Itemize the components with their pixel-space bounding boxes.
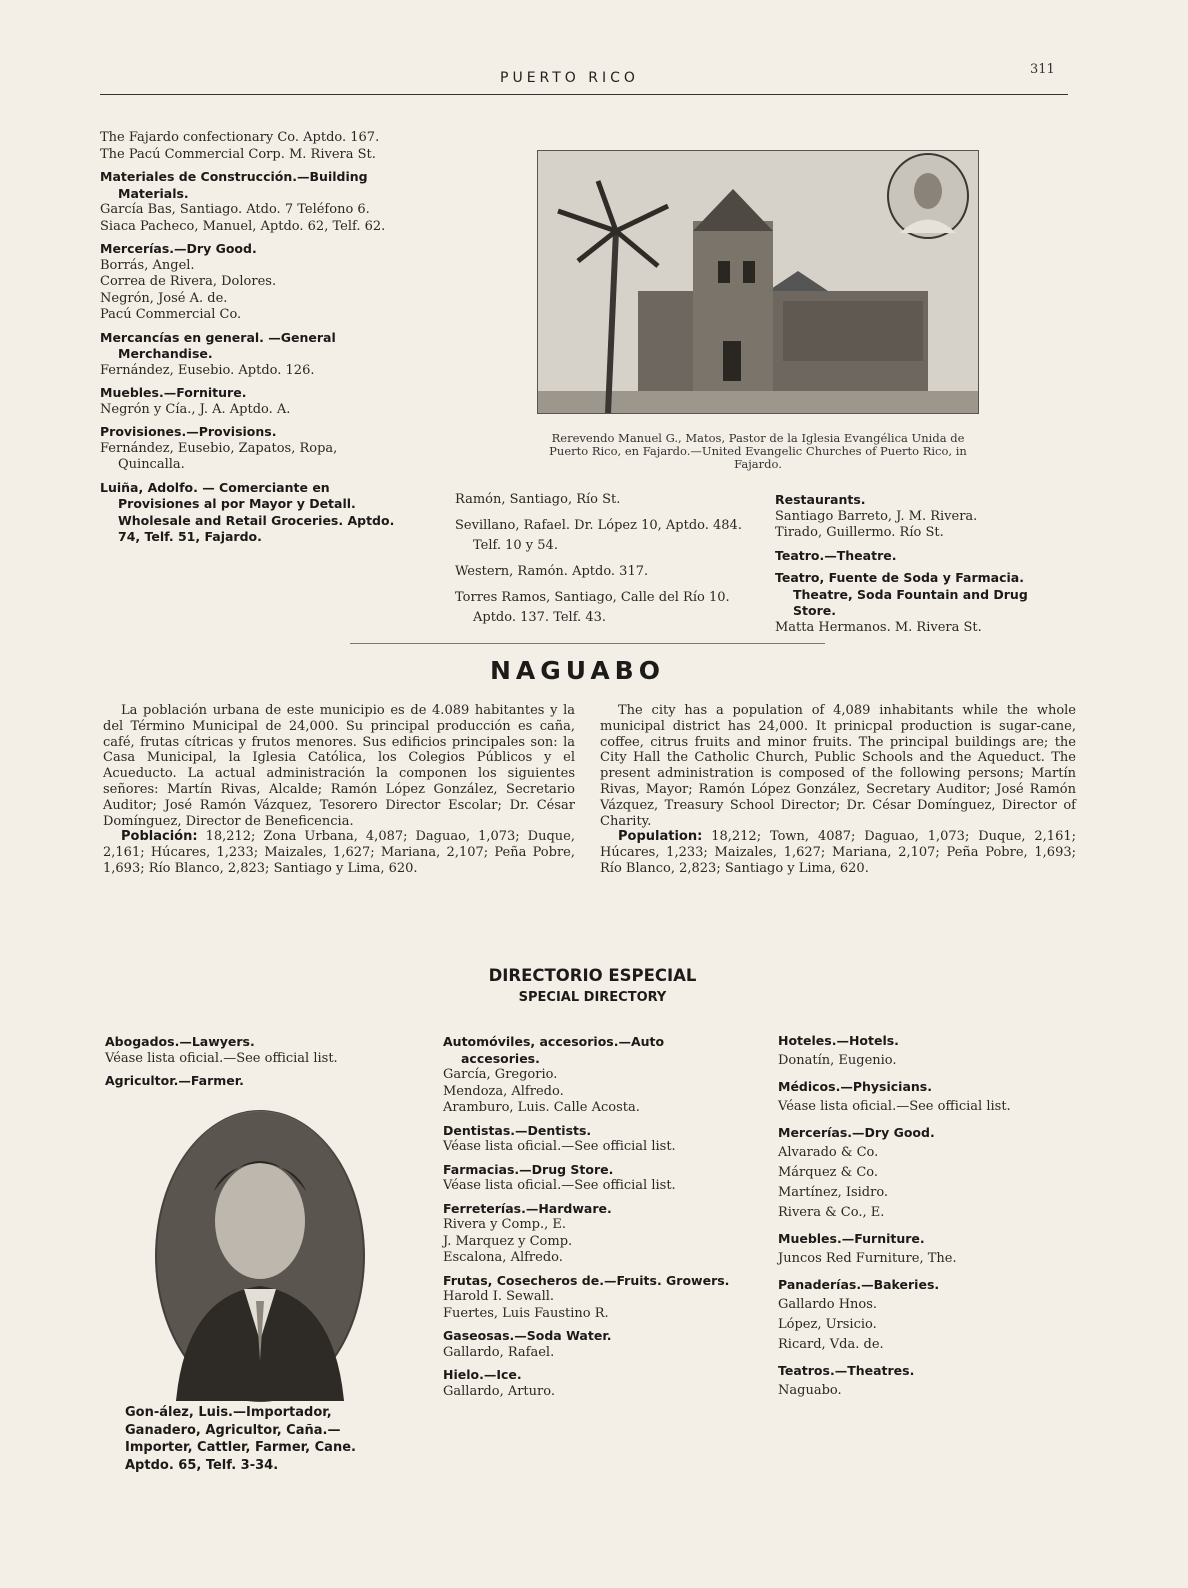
directory-heading: Farmacias.—Drug Store. bbox=[443, 1161, 614, 1177]
directory-entry: Gallardo, Arturo. bbox=[443, 1383, 555, 1399]
directory-entry: Borrás, Angel. bbox=[100, 257, 195, 273]
directory-entry: J. Marquez y Comp. bbox=[443, 1233, 573, 1249]
page-number: 311 bbox=[1030, 62, 1055, 77]
directory-heading: Agricultor.—Farmer. bbox=[105, 1073, 244, 1088]
directory-heading: Teatros.—Theatres. bbox=[778, 1363, 915, 1378]
running-head: PUERTO RICO bbox=[500, 70, 639, 86]
naguabo-english-text bbox=[600, 703, 1076, 877]
directory-heading: Ferreterías.—Hardware. bbox=[443, 1200, 612, 1216]
directory-entry: Matta Hermanos. M. Rivera St. bbox=[775, 619, 982, 635]
spanish-paragraph: La población urbana de este municipio es de 4.089 habitantes y la del Término Municipal de 24,000. Su principal producción es caña, café, frutas cítricas y frutos menores. Sus edificios principales son: la Casa Municipal, la Iglesia Católica, los Colegios Públicos y el Acueducto. La actual administración la componen los siguientes señores: Martín Rivas, Alcalde; Ramón López González, Secretario Auditor; José Ramón Vázquez, Tesorero Director Escolar; Dr. César Domínguez, Director de Beneficencia. bbox=[103, 703, 575, 829]
directory-heading: Hoteles.—Hotels. bbox=[778, 1033, 899, 1048]
header-rule bbox=[100, 94, 1068, 95]
directory-entry: Negrón, José A. de. bbox=[100, 290, 228, 306]
directory-heading: Muebles.—Furniture. bbox=[778, 1231, 925, 1246]
directory-entry: Harold I. Sewall. bbox=[443, 1289, 555, 1304]
english-paragraph: The city has a population of 4,089 inhabitants while the whole municipal district has 24,000. It prinicpal production is sugar-cane, coffee, citrus fruits and minor fruits. The principal buildings are; the City Hall the Catholic Church, Public Schools and the Aqueduct. The present administration is composed of the following persons; Martín Rivas, Mayor; Ramón López González, Secretary Auditor; José Ramón Vázquez, Treasury School Director; Dr. César Domínguez, Director of Charity. bbox=[600, 703, 1076, 829]
english-population bbox=[600, 829, 1076, 876]
directory-entry: Correa de Rivera, Dolores. bbox=[100, 274, 277, 289]
directory-entry: Negrón y Cía., J. A. Aptdo. A. bbox=[100, 401, 291, 417]
directory-heading: Teatro, Fuente de Soda y Farmacia. Theatre, Soda Fountain and Drug Store. bbox=[775, 570, 1028, 618]
church-photo-caption: Rerevendo Manuel G., Matos, Pastor de la Iglesia Evangélica Unida de Puerto Rico, en Fajardo.—United Evangelic Churches of Puerto Rico, in Fajardo. bbox=[549, 431, 967, 471]
directory-entry: Márquez & Co. bbox=[778, 1165, 879, 1180]
directory-title: DIRECTORIO ESPECIAL bbox=[488, 966, 697, 985]
directory-entry: Donatín, Eugenio. bbox=[778, 1053, 897, 1068]
fajardo-directory-col2 bbox=[455, 490, 745, 634]
directory-entry: Véase lista oficial.—See official list. bbox=[443, 1139, 676, 1154]
directory-entry: Siaca Pacheco, Manuel, Aptdo. 62, Telf. 62. bbox=[100, 218, 386, 234]
directory-entry: Gallardo Hnos. bbox=[778, 1297, 878, 1312]
section-title: NAGUABO bbox=[490, 656, 665, 685]
directory-entry: Véase lista oficial.—See official list. bbox=[105, 1050, 338, 1066]
directory-entry: Véase lista oficial.—See official list. bbox=[778, 1099, 1011, 1114]
directory-entry: Western, Ramón. Aptdo. 317. bbox=[455, 564, 649, 579]
directory-heading: Muebles.—Forniture. bbox=[100, 385, 247, 400]
directory-entry: Aramburo, Luis. Calle Acosta. bbox=[443, 1100, 640, 1115]
directory-subtitle: SPECIAL DIRECTORY bbox=[518, 990, 667, 1005]
directory-entry: Fuertes, Luis Faustino R. bbox=[443, 1305, 609, 1321]
directory-heading: Materiales de Construcción.—Building Materials. bbox=[100, 169, 368, 201]
directory-entry: Mendoza, Alfredo. bbox=[443, 1083, 564, 1099]
spanish-population-label: Población: bbox=[121, 829, 198, 845]
directory-heading: Panaderías.—Bakeries. bbox=[778, 1277, 940, 1292]
directory-entry: Fernández, Eusebio, Zapatos, Ropa, Quincalla. bbox=[100, 440, 338, 472]
directory-entry: Ramón, Santiago, Río St. bbox=[455, 492, 621, 507]
directory-entry: Martínez, Isidro. bbox=[778, 1185, 889, 1200]
directory-entry: The Pacú Commercial Corp. M. Rivera St. bbox=[100, 146, 376, 162]
directory-entry: Sevillano, Rafael. Dr. López 10, Aptdo. 484. Telf. 10 y 54. bbox=[455, 518, 742, 553]
directory-heading: Teatro.—Theatre. bbox=[775, 547, 897, 563]
directory-heading: Dentistas.—Dentists. bbox=[443, 1122, 592, 1138]
directory-heading: Abogados.—Lawyers. bbox=[105, 1034, 255, 1049]
directory-entry: Escalona, Alfredo. bbox=[443, 1250, 563, 1265]
naguabo-spanish-text bbox=[103, 703, 575, 877]
spanish-population-text: 18,212; Zona Urbana, 4,087; Daguao, 1,073; Duque, 2,161; Húcares, 1,233; Maizales, 1,627; Mariana, 2,107; Peña Pobre, 1,693; Río Blanco, 2,823; Santiago y Lima, 620. bbox=[103, 829, 575, 876]
directory-entry: Pacú Commercial Co. bbox=[100, 307, 242, 322]
directory-entry: Santiago Barreto, J. M. Rivera. bbox=[775, 508, 978, 524]
directory-entry: Gallardo, Rafael. bbox=[443, 1344, 555, 1360]
portrait-photo bbox=[155, 1110, 365, 1402]
directory-heading: Provisiones.—Provisions. bbox=[100, 424, 277, 439]
directory-heading: Frutas, Cosecheros de.—Fruits. Growers. bbox=[443, 1272, 730, 1288]
directory-entry: García, Gregorio. bbox=[443, 1067, 558, 1082]
section-rule bbox=[350, 643, 825, 644]
special-directory-col3 bbox=[778, 1025, 1078, 1401]
directory-entry: Torres Ramos, Santiago, Calle del Río 10. Aptdo. 137. Telf. 43. bbox=[455, 590, 730, 625]
directory-heading: Hielo.—Ice. bbox=[443, 1367, 522, 1382]
english-population-label: Population: bbox=[618, 829, 703, 845]
portrait-illustration bbox=[156, 1111, 364, 1401]
church-illustration bbox=[538, 151, 978, 413]
special-directory-col2 bbox=[443, 1028, 741, 1400]
directory-entry: Rivera & Co., E. bbox=[778, 1205, 885, 1220]
directory-heading: Automóviles, accesorios.—Auto accesories. bbox=[443, 1034, 665, 1066]
directory-heading: Mercerías.—Dry Good. bbox=[100, 241, 257, 256]
directory-entry: Alvarado & Co. bbox=[778, 1145, 879, 1160]
directory-entry: Fernández, Eusebio. Aptdo. 126. bbox=[100, 362, 315, 378]
directory-entry: The Fajardo confectionary Co. Aptdo. 167. bbox=[100, 130, 380, 145]
portrait-caption-text: Gon-ález, Luis.—Importador, Ganadero, Agricultor, Caña.—Importer, Cattler, Farmer, Cane. Aptdo. 65, Telf. 3-34. bbox=[125, 1405, 356, 1473]
directory-entry: Rivera y Comp., E. bbox=[443, 1217, 566, 1232]
portrait-caption bbox=[125, 1404, 407, 1474]
directory-entry: García Bas, Santiago. Atdo. 7 Teléfono 6. bbox=[100, 202, 370, 217]
special-directory-col1 bbox=[105, 1028, 405, 1090]
english-population-text: 18,212; Town, 4087; Daguao, 1,073; Duque, 2,161; Húcares, 1,233; Maizales, 1,627; Mariana, 2,107; Peña Pobre, 1,693; Río Blanco, 2,823; Santiago y Lima, 620. bbox=[600, 829, 1076, 876]
directory-entry: Juncos Red Furniture, The. bbox=[778, 1251, 957, 1266]
directory-entry: Ricard, Vda. de. bbox=[778, 1337, 884, 1352]
directory-heading: Mercerías.—Dry Good. bbox=[778, 1125, 935, 1140]
directory-entry: Tirado, Guillermo. Río St. bbox=[775, 525, 944, 540]
spanish-population bbox=[103, 829, 575, 876]
directory-heading: Gaseosas.—Soda Water. bbox=[443, 1328, 612, 1343]
fajardo-directory-col3 bbox=[775, 486, 1075, 636]
directory-heading: Mercancías en general. —General Merchandise. bbox=[100, 329, 336, 361]
directory-heading: Restaurants. bbox=[775, 492, 866, 507]
directory-heading: Luiña, Adolfo. — Comerciante en Provisiones al por Mayor y Detall. Wholesale and Retail Groceries. Aptdo. 74, Telf. 51, Fajardo. bbox=[100, 479, 395, 544]
church-photo bbox=[537, 150, 979, 414]
fajardo-directory-col1 bbox=[100, 130, 396, 546]
directory-entry: Véase lista oficial.—See official list. bbox=[443, 1178, 676, 1193]
directory-heading: Médicos.—Physicians. bbox=[778, 1079, 932, 1094]
directory-entry: López, Ursicio. bbox=[778, 1317, 877, 1332]
directory-entry: Naguabo. bbox=[778, 1383, 842, 1398]
